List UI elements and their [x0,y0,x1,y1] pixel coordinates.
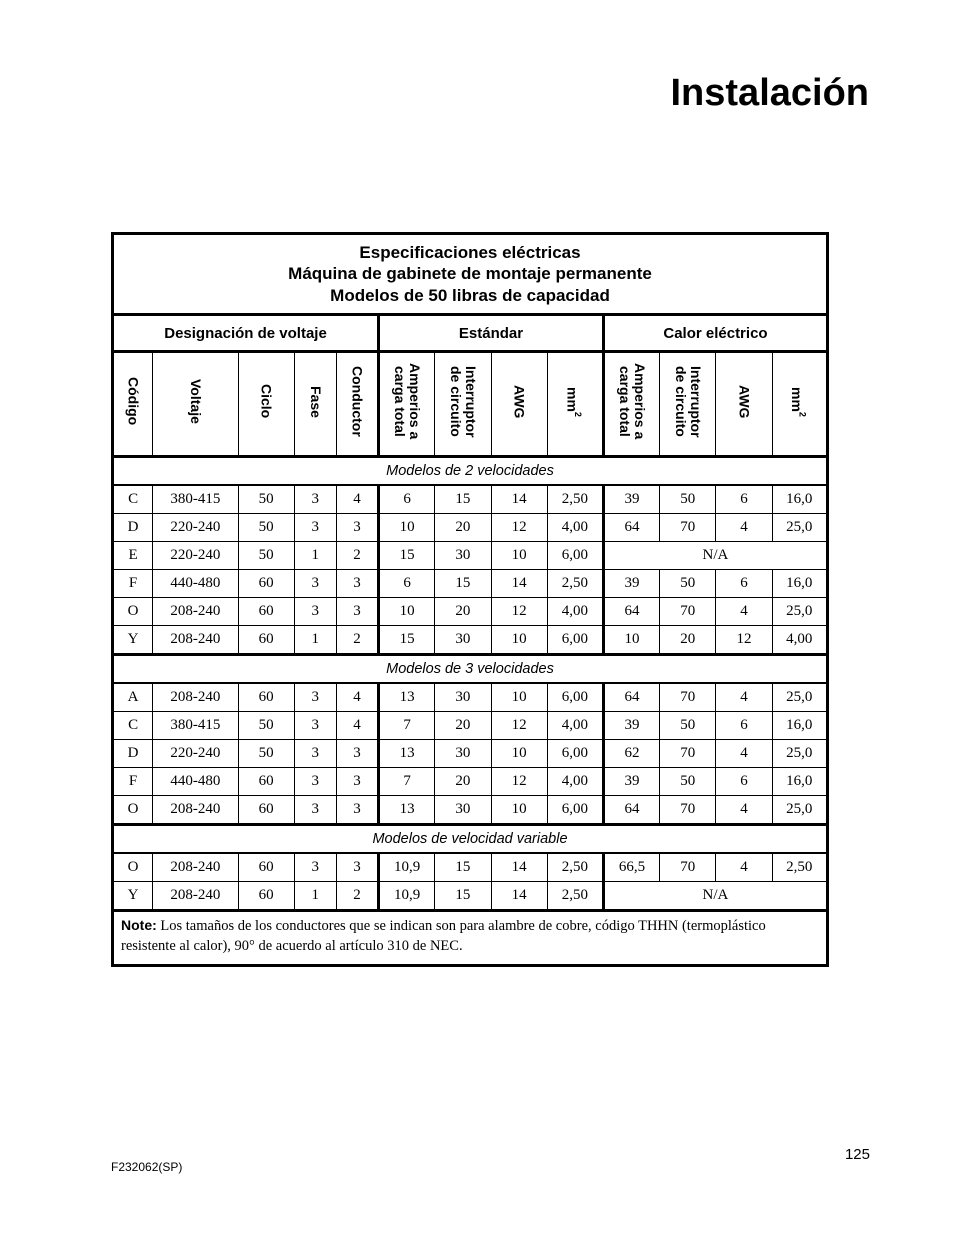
table-cell: 20 [435,768,491,796]
table-cell: 3 [294,485,336,514]
table-cell: 64 [603,683,659,712]
table-cell: 6 [716,768,772,796]
table-cell: 16,0 [772,768,827,796]
table-cell: 2,50 [547,570,603,598]
column-header-amperios-std [379,352,435,457]
table-cell: 7 [379,712,435,740]
table-row [113,740,828,768]
table-row [113,542,828,570]
not-applicable-cell: N/A [603,882,827,911]
table-cell: 60 [238,570,294,598]
table-cell: 12 [491,598,547,626]
table-cell: 4 [716,598,772,626]
table-cell: 13 [379,683,435,712]
table-cell: 3 [294,598,336,626]
table-cell: O [113,598,153,626]
column-header-label: $mm^2$ [788,386,808,417]
table-cell: 6,00 [547,796,603,825]
table-cell: 4 [336,712,378,740]
table-cell: 60 [238,626,294,655]
group-header-electric-heat: Calor eléctrico [603,315,827,352]
table-cell: 60 [238,853,294,882]
table-cell: 3 [336,768,378,796]
table-cell: 10 [603,626,659,655]
table-cell: 25,0 [772,796,827,825]
table-cell: 3 [294,740,336,768]
table-cell: 64 [603,598,659,626]
table-cell: 2,50 [547,882,603,911]
table-cell: 20 [660,626,716,655]
table-cell: 6 [716,712,772,740]
table-cell: 4 [336,683,378,712]
table-cell: 70 [660,683,716,712]
table-cell: 13 [379,740,435,768]
table-cell: 208-240 [153,683,238,712]
table-cell: 6,00 [547,542,603,570]
table-cell: O [113,853,153,882]
table-cell: 1 [294,882,336,911]
table-cell: 50 [238,485,294,514]
table-cell: 4 [716,796,772,825]
column-header-label: Conductor [349,366,366,437]
note-label: Note: [121,917,157,933]
table-cell: 14 [491,485,547,514]
table-cell: F [113,768,153,796]
table-cell: 39 [603,485,659,514]
table-cell: 70 [660,514,716,542]
table-cell: 30 [435,796,491,825]
group-header-standard: Estándar [379,315,604,352]
table-cell: 6,00 [547,683,603,712]
table-cell: 60 [238,598,294,626]
table-cell: 4,00 [547,768,603,796]
table-cell: 2 [336,542,378,570]
table-cell: 220-240 [153,740,238,768]
table-cell: 10,9 [379,882,435,911]
table-cell: 25,0 [772,683,827,712]
table-cell: D [113,740,153,768]
column-header-label: AWG [736,384,753,419]
table-row [113,683,828,712]
table-cell: 14 [491,882,547,911]
table-cell: 14 [491,853,547,882]
table-cell: 4,00 [547,598,603,626]
table-cell: 1 [294,626,336,655]
column-header-label: Interruptor de circuito [672,365,704,438]
electrical-specifications-table [111,232,829,967]
column-header-label: Voltaje [187,379,204,424]
table-cell: 6 [379,485,435,514]
table-cell: 440-480 [153,768,238,796]
table-cell: 30 [435,542,491,570]
table-cell: 10,9 [379,853,435,882]
table-cell: 70 [660,796,716,825]
table-cell: 380-415 [153,485,238,514]
table-cell: 14 [491,570,547,598]
table-cell: 50 [238,542,294,570]
table-cell: 16,0 [772,485,827,514]
table-cell: 12 [491,514,547,542]
table-cell: 4 [716,740,772,768]
table-cell: 3 [294,683,336,712]
page-number: 125 [844,1146,870,1163]
table-cell: 2,50 [547,485,603,514]
table-cell: C [113,485,153,514]
table-note [113,911,828,966]
column-header-row [113,352,828,457]
table-cell: 16,0 [772,712,827,740]
table-cell: 60 [238,882,294,911]
column-header-label: $mm^2$ [564,386,584,417]
table-cell: 30 [435,626,491,655]
table-row [113,626,828,655]
table-cell: 10 [379,514,435,542]
table-cell: 4 [336,485,378,514]
table-cell: 3 [336,853,378,882]
table-cell: 10 [491,542,547,570]
table-cell: 15 [435,570,491,598]
table-cell: 60 [238,683,294,712]
table-cell: 2,50 [772,853,827,882]
table-cell: 39 [603,768,659,796]
table-cell: 12 [716,626,772,655]
table-cell: 50 [238,514,294,542]
table-cell: 60 [238,768,294,796]
table-cell: 4 [716,853,772,882]
column-header-mm2-heat [772,352,827,457]
table-cell: 10 [491,626,547,655]
table-cell: 15 [435,485,491,514]
table-cell: 30 [435,740,491,768]
table-cell: F [113,570,153,598]
column-header-voltaje [153,352,238,457]
table-cell: 220-240 [153,514,238,542]
table-cell: 25,0 [772,514,827,542]
table-cell: 60 [238,796,294,825]
table-cell: 208-240 [153,796,238,825]
table-cell: 3 [336,740,378,768]
table-cell: 10 [491,740,547,768]
table-cell: 6 [716,570,772,598]
table-title-line: Especificaciones eléctricas [359,242,581,262]
table-cell: 1 [294,542,336,570]
table-cell: 10 [379,598,435,626]
table-cell: 12 [491,712,547,740]
page-title: Instalación [670,72,869,114]
table-cell: 3 [294,768,336,796]
section-header: Modelos de 2 velocidades [113,457,828,486]
column-header-label: AWG [511,384,528,419]
table-cell: 4 [716,683,772,712]
table-cell: 4,00 [772,626,827,655]
table-cell: 50 [660,570,716,598]
table-cell: 10 [491,796,547,825]
table-row [113,768,828,796]
table-cell: 2,50 [547,853,603,882]
table-title [113,234,828,315]
table-cell: 3 [336,514,378,542]
table-cell: Y [113,882,153,911]
table-cell: 3 [294,570,336,598]
table-cell: E [113,542,153,570]
table-row [113,570,828,598]
table-cell: 10 [491,683,547,712]
table-cell: 64 [603,796,659,825]
table-cell: Y [113,626,153,655]
table-cell: 50 [660,485,716,514]
table-cell: 20 [435,712,491,740]
table-cell: 70 [660,740,716,768]
table-cell: 208-240 [153,598,238,626]
table-cell: 2 [336,626,378,655]
table-cell: 15 [435,882,491,911]
column-header-amperios-heat [603,352,659,457]
column-header-interruptor-heat [660,352,716,457]
table-cell: 50 [660,712,716,740]
table-row [113,796,828,825]
table-cell: 208-240 [153,882,238,911]
note-text: Los tamaños de los conductores que se indican son para alambre de cobre, código THHN (termoplástico resistente al calor), 90° de acuerdo al artículo 310 de NEC. [121,918,766,954]
table-cell: 13 [379,796,435,825]
table-cell: 3 [294,712,336,740]
table-cell: 15 [379,626,435,655]
table-cell: 64 [603,514,659,542]
column-header-ciclo [238,352,294,457]
table-cell: 50 [238,712,294,740]
column-header-label: Amperios a carga total [617,363,649,440]
table-cell: 3 [336,598,378,626]
table-cell: 3 [294,853,336,882]
document-code: F232062(SP) [111,1160,183,1174]
table-cell: 4,00 [547,712,603,740]
table-cell: 208-240 [153,626,238,655]
table-cell: 2 [336,882,378,911]
table-cell: 39 [603,712,659,740]
section-header: Modelos de 3 velocidades [113,655,828,684]
column-header-label: Fase [307,385,324,418]
table-cell: 6,00 [547,626,603,655]
column-header-awg-heat [716,352,772,457]
table-cell: A [113,683,153,712]
table-cell: 208-240 [153,853,238,882]
table-cell: 62 [603,740,659,768]
group-header-voltage-designation: Designación de voltaje [113,315,379,352]
table-row [113,598,828,626]
table-cell: 440-480 [153,570,238,598]
column-header-mm2-std [547,352,603,457]
column-header-fase [294,352,336,457]
table-cell: 70 [660,598,716,626]
table-cell: 39 [603,570,659,598]
table-cell: C [113,712,153,740]
table-cell: 3 [336,570,378,598]
column-header-awg-std [491,352,547,457]
table-cell: 50 [238,740,294,768]
column-header-interruptor-std [435,352,491,457]
section-header: Modelos de velocidad variable [113,825,828,854]
table-title-line: Máquina de gabinete de montaje permanente [288,264,652,284]
table-cell: 50 [660,768,716,796]
table-row [113,712,828,740]
column-header-conductor [336,352,378,457]
table-row [113,485,828,514]
table-row [113,514,828,542]
column-header-label: Ciclo [258,384,275,419]
table-cell: 7 [379,768,435,796]
table-cell: 4 [716,514,772,542]
table-cell: 380-415 [153,712,238,740]
table-cell: 12 [491,768,547,796]
table-cell: 220-240 [153,542,238,570]
table-cell: 20 [435,514,491,542]
table-cell: 15 [435,853,491,882]
table-cell: D [113,514,153,542]
table-cell: 15 [379,542,435,570]
table-title-line: Modelos de 50 libras de capacidad [330,285,610,305]
table-cell: 3 [336,796,378,825]
table-cell: 25,0 [772,740,827,768]
column-header-label: Amperios a carga total [392,363,424,440]
table-cell: 70 [660,853,716,882]
table-cell: 16,0 [772,570,827,598]
table-cell: 20 [435,598,491,626]
table-cell: O [113,796,153,825]
table-cell: 25,0 [772,598,827,626]
not-applicable-cell: N/A [603,542,827,570]
table-cell: 66,5 [603,853,659,882]
column-header-label: Código [125,377,142,426]
column-header-label: Interruptor de circuito [447,365,479,438]
table-cell: 6 [379,570,435,598]
table-cell: 6,00 [547,740,603,768]
table-row [113,853,828,882]
table-cell: 6 [716,485,772,514]
table-cell: 3 [294,514,336,542]
column-header-codigo [113,352,153,457]
table-row [113,882,828,911]
table-cell: 30 [435,683,491,712]
table-cell: 3 [294,796,336,825]
table-cell: 4,00 [547,514,603,542]
